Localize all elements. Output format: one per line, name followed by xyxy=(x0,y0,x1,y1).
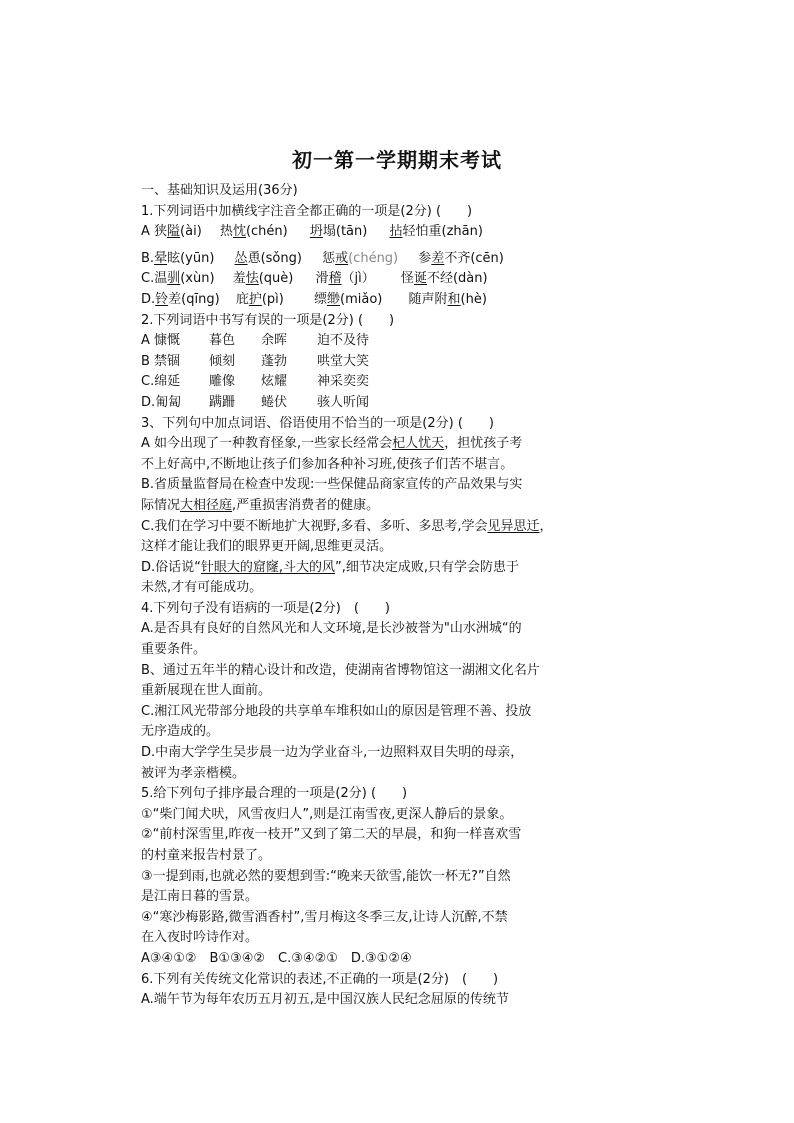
question-4-option-d: D.中南大学学生吴步晨一边为学业奋斗,一边照料双目失明的母亲， xyxy=(141,745,524,761)
question-3-stem: 3、下列句中加点词语、俗语使用不恰当的一项是(2分) ( ) xyxy=(141,415,494,431)
question-2-option-a: A 慷慨 暮色 余晖 迫不及待 xyxy=(141,333,370,349)
question-4-option-c-cont: 无序造成的。 xyxy=(141,724,220,740)
question-3-option-b: B.省质量监督局在检查中发现:一些保健品商家宣传的产品效果与实 xyxy=(141,477,523,493)
question-4-option-a-cont: 重要条件。 xyxy=(141,642,207,658)
question-4-stem: 4.下列句子没有语病的一项是(2分) ( ) xyxy=(141,600,390,616)
page-title: 初一第一学期期末考试 xyxy=(292,148,502,172)
question-5-sentence-2: ②“前村深雪里,昨夜一枝开”又到了第二天的早晨，和狗一样喜欢雪 xyxy=(141,827,522,843)
question-3-option-d: D.俗话说“针眼大的窟窿,斗大的风”,细节决定成败,只有学会防患于 xyxy=(141,559,520,575)
question-5-stem: 5.给下列句子排序最合理的一项是(2分) ( ) xyxy=(141,786,408,802)
question-5-sentence-1: ①“柴门闻犬吠，风雪夜归人”,则是江南雪夜,更深人静后的景象。 xyxy=(141,806,513,822)
question-2-option-c: C.绵延 雕像 炫耀 神采奕奕 xyxy=(141,374,370,390)
question-1-stem: 1.下列词语中加横线字注音全都正确的一项是(2分) ( ) xyxy=(141,203,473,219)
question-2-stem: 2.下列词语中书写有误的一项是(2分) ( ) xyxy=(141,312,395,328)
question-5-sentence-4-cont: 在入夜时吟诗作对。 xyxy=(141,930,259,946)
question-5-sentence-3: ③一提到雨,也就必然的要想到雪:“晚来天欲雪,能饮一杯无?”自然 xyxy=(141,868,511,884)
question-3-option-b-cont: 际情况大相径庭,严重损害消费者的健康。 xyxy=(141,497,380,513)
question-3-option-c-cont: 这样才能让我们的眼界更开阔,思维更灵活。 xyxy=(141,539,393,555)
question-3-option-a: A 如今出现了一种教育怪象,一些家长经常会杞人忧天，担忧孩子考 xyxy=(141,436,523,452)
question-4-option-b: B、通过五年半的精心设计和改造，使湖南省博物馆这一湖湘文化名片 xyxy=(141,662,540,678)
question-4-option-d-cont: 被评为孝亲楷模。 xyxy=(141,765,246,781)
question-4-option-b-cont: 重新展现在世人面前。 xyxy=(141,683,272,699)
exam-content xyxy=(141,181,611,1011)
question-1-option-d: D.铃差(qīng) 庇护(pì) 缥缈(miǎo) 随声附和(hè) xyxy=(141,291,487,307)
question-6-stem: 6.下列有关传统文化常识的表述,不正确的一项是(2分) ( ) xyxy=(141,971,499,987)
question-6-option-a: A.端午节为每年农历五月初五,是中国汉族人民纪念屈原的传统节 xyxy=(141,992,509,1008)
question-5-options: A③④①② B①③④② C.③④②① D.③①②④ xyxy=(141,950,412,966)
question-3-option-c: C.我们在学习中要不断地扩大视野,多看、多听、多思考,学会见异思迁， xyxy=(141,518,553,534)
question-4-option-c: C.湘江风光带部分地段的共享单车堆积如山的原因是管理不善、投放 xyxy=(141,703,532,719)
question-5-sentence-4: ④“寒沙梅影路,微雪酒香村”,雪月梅这冬季三友,让诗人沉醉,不禁 xyxy=(141,909,508,925)
question-3-option-d-cont: 未然,才有可能成功。 xyxy=(141,580,263,596)
question-2-option-d: D.匍匐 蹒跚 蜷伏 骇人听闻 xyxy=(141,394,370,410)
question-2-option-b: B 禁锢 倾刻 蓬勃 哄堂大笑 xyxy=(141,353,370,369)
section-heading: 一、基础知识及运用(36分) xyxy=(141,183,298,198)
question-4-option-a: A.是否具有良好的自然风光和人文环境,是长沙被誉为"山水洲城“的 xyxy=(141,621,522,637)
question-1-option-b: B.晕眩(yūn) 怂恿(sǒng) 惩戒(chéng) 参差不齐(cēn) xyxy=(141,250,504,266)
question-1-option-a: A 狭隘(ài) 热忱(chén) 坍塌(tān) 拈轻怕重(zhān) xyxy=(141,224,483,240)
question-1-option-c: C.温驯(xùn) 羞怯(què) 滑稽（jì） 怪诞不经(dàn) xyxy=(141,271,488,287)
question-5-sentence-3-cont: 是江南日暮的雪景。 xyxy=(141,889,259,905)
question-3-option-a-cont: 不上好高中,不断地让孩子们参加各种补习班,使孩子们苦不堪言。 xyxy=(141,456,514,472)
question-5-sentence-2-cont: 的村童来报告村景了。 xyxy=(141,848,272,863)
